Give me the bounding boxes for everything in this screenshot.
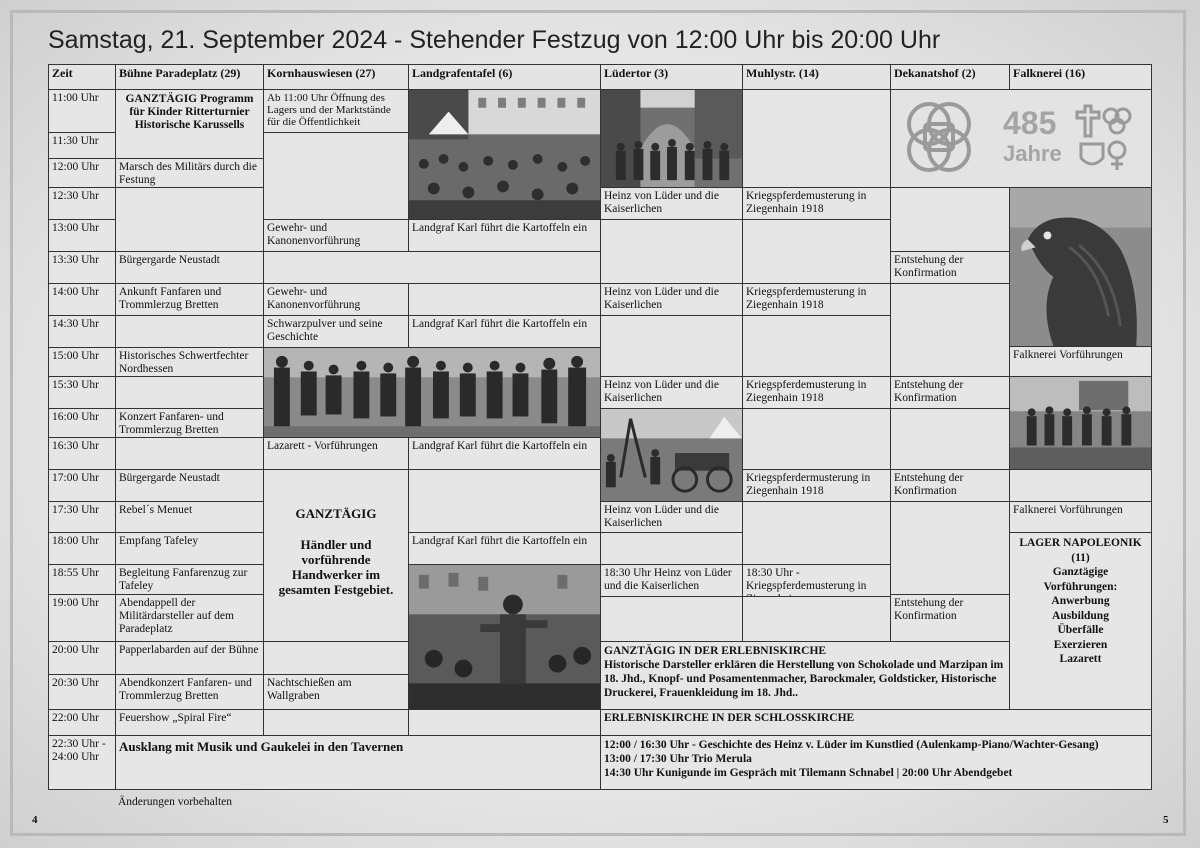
time-cell: 16:00 Uhr (48, 408, 116, 438)
land-empty (408, 709, 601, 736)
lueder-empty (600, 219, 743, 284)
buehne-1900: Abendappell der Militärdarsteller auf dem Paradeplatz (115, 594, 264, 642)
schlosskirche-line: 12:00 / 16:30 Uhr - Geschichte des Heinz v. Lüder im Kunstlied (Aulenkamp-Piano/Wachter-Gesang) (604, 739, 1099, 751)
muhly-1700: Kriegspferdermusterung in Ziegenhain 1918 (742, 469, 891, 502)
lueder-1855: 18:30 Uhr Heinz von Lüder und die Kaiserlichen (600, 564, 743, 597)
buehne-1700: Bürgergarde Neustadt (115, 469, 264, 502)
land-1430: Landgraf Karl führt die Kartoffeln ein (408, 315, 601, 348)
time-cell: 11:30 Uhr (48, 132, 116, 159)
buehne-1400: Ankunft Fanfaren und Trommlerzug Bretten (115, 283, 264, 316)
dekan-empty (890, 283, 1010, 377)
eagle-photo (1009, 187, 1152, 347)
korn-1630: Lazarett - Vorführungen (263, 437, 409, 470)
header-falknerei: Falknerei (16) (1009, 64, 1152, 90)
lueder-1400: Heinz von Lüder und die Kaiserlichen (600, 283, 743, 316)
buehne-empty (115, 187, 264, 252)
lueder-1530: Heinz von Lüder und die Kaiserlichen (600, 376, 743, 409)
time-cell: 16:30 Uhr (48, 437, 116, 470)
erlebniskirche-title: GANZTÄGIG IN DER ERLEBNISKIRCHE (604, 645, 827, 657)
falk-empty (1009, 469, 1152, 502)
time-cell: 13:00 Uhr (48, 219, 116, 252)
lueder-1730: Heinz von Lüder und die Kaiserlichen (600, 501, 743, 533)
muhly-empty (742, 315, 891, 377)
korn-1430: Schwarzpulver und seine Geschichte (263, 315, 409, 348)
muhly-empty (742, 596, 891, 642)
lager-line: (11) (1071, 551, 1090, 564)
lueder-empty (600, 532, 743, 565)
land-empty (408, 283, 601, 316)
lager-line: LAGER NAPOLEONIK (1019, 537, 1142, 549)
schlosskirche-block (600, 735, 1152, 790)
time-cell: 12:30 Uhr (48, 187, 116, 220)
lager-napoleonik (1009, 532, 1152, 710)
header-luedertor: Lüdertor (3) (600, 64, 743, 90)
buehne-2200: Feuershow „Spiral Fire“ (115, 709, 264, 736)
muhly-empty (742, 89, 891, 188)
lager-line: Ausbildung (1052, 609, 1109, 622)
dekan-1330: Entstehung der Konfirmation (890, 251, 1010, 284)
header-kornhauswiesen: Kornhauswiesen (27) (263, 64, 409, 90)
time-cell: 22:30 Uhr - 24:00 Uhr (48, 735, 116, 790)
lueder-empty (600, 315, 743, 377)
time-cell: 20:30 Uhr (48, 674, 116, 710)
page-number-left: 4 (32, 814, 38, 826)
time-cell: 17:00 Uhr (48, 469, 116, 502)
time-cell: 19:00 Uhr (48, 594, 116, 642)
dekan-1530: Entstehung der Konfirmation (890, 376, 1010, 409)
erlebniskirche-text: Historische Darsteller erklären die Herstellung von Schokolade und Marzipan im 18. Jhd., Knopf- und Posamentenmacher, Barockmaler, Goldsticker, Historische Druckerei, Frauenkleidung im 18. Jhd.. (604, 659, 1004, 699)
buehne-ganztaegig: GANZTÄGIG Programm für Kinder Ritterturnier Historische Karussells (115, 89, 264, 159)
page-number-right: 5 (1163, 814, 1169, 826)
time-cell: 22:00 Uhr (48, 709, 116, 736)
lager-line: Lazarett (1059, 653, 1102, 665)
dekan-empty (890, 408, 1010, 470)
korn-ganztaegig (263, 469, 409, 642)
falk-1500: Falknerei Vorführungen (1009, 346, 1152, 377)
dekan-1700: Entstehung der Konfirmation (890, 469, 1010, 502)
buehne-1600: Konzert Fanfaren- und Trommlerzug Bretten (115, 408, 264, 438)
lager-line: Überfälle (1057, 624, 1104, 636)
muhly-empty (742, 408, 891, 470)
time-cell: 17:30 Uhr (48, 501, 116, 533)
schlosskirche-line: 13:00 / 17:30 Uhr Trio Merula (604, 753, 752, 765)
korn-land-empty (263, 251, 601, 284)
buehne-2030: Abendkonzert Fanfaren- und Trommlerzug Bretten (115, 674, 264, 710)
muhly-1230: Kriegspferdemusterung in Ziegenhain 1918 (742, 187, 891, 220)
lager-line: Exerzieren (1053, 638, 1108, 651)
land-1300: Landgraf Karl führt die Kartoffeln ein (408, 219, 601, 252)
korn-ganztaegig-heading: GANZTÄGIG (295, 506, 377, 521)
lueder-empty (600, 596, 743, 642)
ausklang: Ausklang mit Musik und Gaukelei in den Tavernen (115, 735, 601, 790)
header-dekanatshof: Dekanatshof (2) (890, 64, 1010, 90)
muhly-1855: 18:30 Uhr - Kriegspferdemusterung in (742, 564, 891, 597)
land-1800: Landgraf Karl führt die Kartoffeln ein (408, 532, 601, 565)
korn-empty (263, 132, 409, 220)
schlosskirche-title: ERLEBNISKIRCHE IN DER SCHLOSSKIRCHE (600, 709, 1152, 736)
dekan-empty (890, 501, 1010, 595)
korn-1400: Gewehr- und Kanonenvorführung (263, 283, 409, 316)
korn-ganztaegig-text: Händler und vorführende Handwerker im gesamten Festgebiet. (278, 537, 394, 597)
time-cell: 15:30 Uhr (48, 376, 116, 409)
market-crowd-photo (408, 89, 601, 220)
korn-1300: Gewehr- und Kanonenvorführung (263, 219, 409, 252)
dekan-1900: Entstehung der Konfirmation (890, 594, 1010, 642)
anniversary-logo (890, 89, 1152, 188)
lager-line: Anwerbung (1051, 595, 1110, 607)
lueder-1230: Heinz von Lüder und die Kaiserlichen (600, 187, 743, 220)
korn-1100: Ab 11:00 Uhr Öffnung des Lagers und der Marktstände für die Öffentlichkeit (263, 89, 409, 133)
time-cell: 18:00 Uhr (48, 532, 116, 565)
muhly-empty (742, 501, 891, 565)
buehne-2000: Papperlabarden auf der Bühne (115, 641, 264, 675)
time-cell: 14:00 Uhr (48, 283, 116, 316)
schedule-table (48, 64, 1152, 790)
buehne-1800: Empfang Tafeley (115, 532, 264, 565)
buehne-1855: Begleitung Fanfarenzug zur Tafeley (115, 564, 264, 595)
time-cell: 20:00 Uhr (48, 641, 116, 675)
buehne-empty (115, 437, 264, 470)
logo-word: Jahre (1003, 141, 1062, 166)
muhly-empty (742, 219, 891, 284)
header-muhlystr: Muhlystr. (14) (742, 64, 891, 90)
time-cell: 11:00 Uhr (48, 89, 116, 133)
camp-cart-photo (600, 408, 743, 502)
buehne-1730: Rebel´s Menuet (115, 501, 264, 533)
tafeley-performer-photo (408, 564, 601, 710)
korn-2030: Nachtschießen am Wallgraben (263, 674, 409, 710)
costume-group-photo (263, 347, 601, 438)
lager-line: Vorführungen: (1043, 580, 1118, 593)
header-landgrafentafel: Landgrafentafel (6) (408, 64, 601, 90)
erlebniskirche-block (600, 641, 1010, 710)
time-cell: 14:30 Uhr (48, 315, 116, 348)
muhly-1530: Kriegspferdemusterung in Ziegenhain 1918 (742, 376, 891, 409)
page-title: Samstag, 21. September 2024 - Stehender Festzug von 12:00 Uhr bis 20:00 Uhr (48, 26, 941, 54)
buehne-empty (115, 376, 264, 409)
logo-number: 485 (1003, 105, 1057, 141)
header-zeit: Zeit (48, 64, 116, 90)
time-cell: 12:00 Uhr (48, 158, 116, 188)
buehne-1330: Bürgergarde Neustadt (115, 251, 264, 284)
falk-1730: Falknerei Vorführungen (1009, 501, 1152, 533)
korn-empty (263, 709, 409, 736)
changes-note: Änderungen vorbehalten (118, 796, 233, 808)
time-cell: 18:55 Uhr (48, 564, 116, 595)
luedertor-gate-photo (600, 89, 743, 188)
land-1630: Landgraf Karl führt die Kartoffeln ein (408, 437, 601, 470)
time-cell: 13:30 Uhr (48, 251, 116, 284)
napoleonic-camp-photo (1009, 376, 1152, 470)
korn-empty (263, 641, 409, 675)
time-cell: 15:00 Uhr (48, 347, 116, 377)
lager-line: Ganztägige (1052, 566, 1109, 578)
buehne-1500: Historisches Schwertfechter Nordhessen (115, 347, 264, 377)
land-empty (408, 469, 601, 533)
muhly-1400: Kriegspferdemusterung in Ziegenhain 1918 (742, 283, 891, 316)
dekan-empty (890, 187, 1010, 252)
header-buehne: Bühne Paradeplatz (29) (115, 64, 264, 90)
schlosskirche-line: 14:30 Uhr Kunigunde im Gespräch mit Tilemann Schnabel | 20:00 Uhr Abendgebet (604, 767, 1013, 779)
buehne-empty (115, 315, 264, 348)
buehne-1200: Marsch des Militärs durch die Festung (115, 158, 264, 188)
